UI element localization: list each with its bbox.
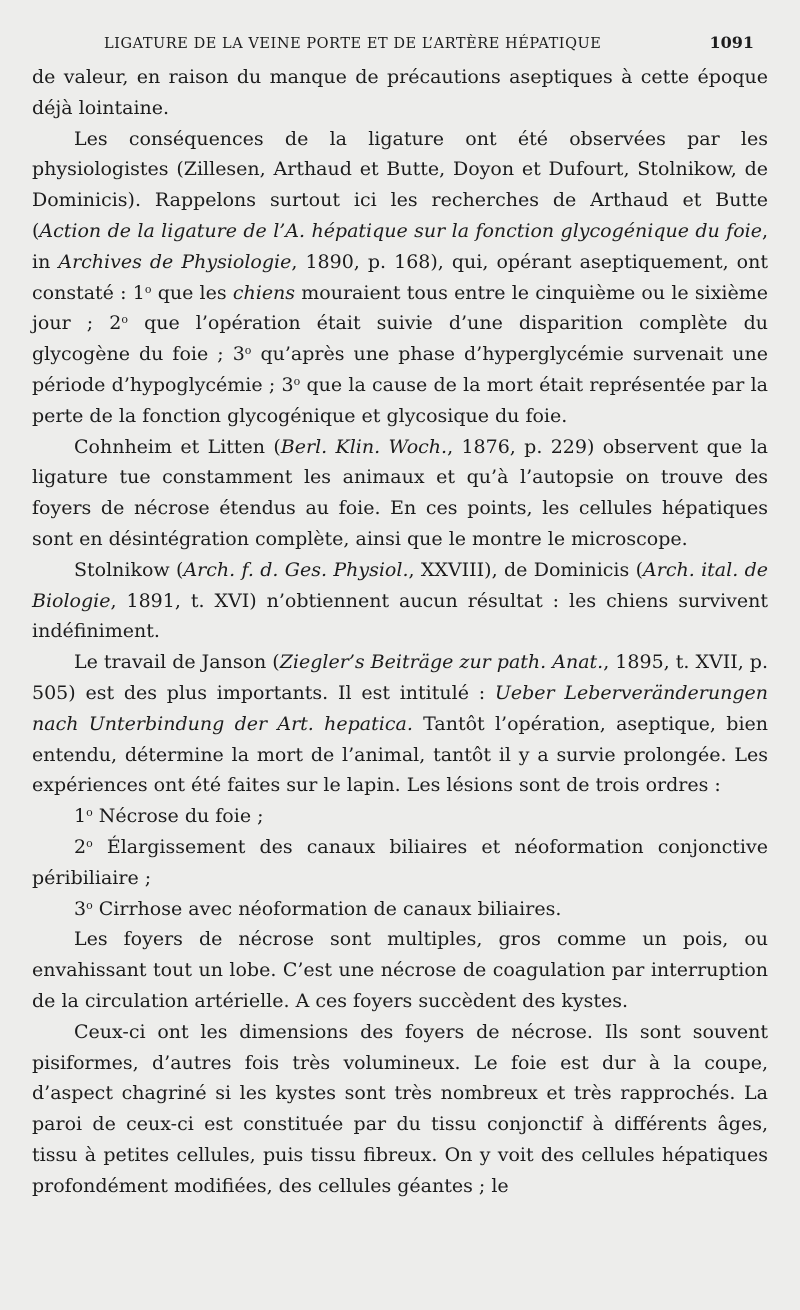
article-title: Action de la ligature de l’A. hépatique sur la fonction glycogénique du foie — [39, 219, 762, 242]
paragraph-6: Les foyers de nécrose sont multiples, gros comme un pois, ou envahissant tout un lobe. C’est une nécrose de coagulation par interruption de la circulation artérielle. A ces foyers succèdent des kystes. — [32, 928, 768, 1012]
running-head-title: LIGATURE DE LA VEINE PORTE ET DE L’ARTÈRE HÉPATIQUE — [104, 36, 602, 52]
paragraph-4: Stolnikow (Arch. f. d. Ges. Physiol., XXVIII), de Dominicis (Arch. ital. de Biologie, 1891, t. XVI) n’obtiennent aucun résultat : les chiens survivent indéfiniment. — [32, 558, 768, 643]
running-head — [104, 33, 754, 57]
body-text — [32, 62, 768, 1201]
article-title: Ueber Leberveränderungen nach Unterbindung der Art. hepatica. — [32, 681, 768, 735]
page-number: 1091 — [709, 33, 754, 52]
journal-title: Archives de Physiologie — [58, 250, 292, 273]
list-item: 3$^o$ Cirrhose avec néoformation de canaux biliaires. — [74, 897, 562, 920]
journal-title: Berl. Klin. Woch. — [280, 435, 448, 458]
journal-title: Arch. f. d. Ges. Physiol. — [183, 558, 409, 581]
paragraph-3: Cohnheim et Litten (Berl. Klin. Woch., 1876, p. 229) observent que la ligature tue constamment les animaux et qu’à l’autopsie on trouve des foyers de nécrose étendus au foie. En ces points, les cellules hépatiques sont en désintégration complète, ainsi que le montre le microscope. — [32, 435, 768, 550]
journal-title: Ziegler’s Beiträge zur path. Anat. — [279, 651, 604, 674]
list-item: 1$^o$ Nécrose du foie ; — [74, 805, 264, 828]
journal-title: Arch. ital. de Biologie — [32, 558, 768, 612]
paragraph-7: Ceux-ci ont les dimensions des foyers de nécrose. Ils sont souvent pisiformes, d’autres fois très volumineux. Le foie est dur à la coupe, d’aspect chagriné si les kystes sont très nombreux et très rapprochés. La paroi de ceux-ci est constituée par du tissu conjonctif à différents âges, tissu à petites cellules, puis tissu fibreux. On y voit des cellules hépatiques profondément modifiées, des cellules géantes ; le — [32, 1020, 768, 1197]
paragraph-2: Les conséquences de la ligature ont été observées par les physiologistes (Zillesen, Arthaud et Butte, Doyon et Dufourt, Stolnikow, de Dominicis). Rappelons surtout ici les recherches de Arthaud et Butte (Action de la ligature de l’A. hépatique sur la fonction glycogénique du foie, in Archives de Physiologie, 1890, p. 168), qui, opérant aseptiquement, ont constaté : 1$^o$ que les chiens mouraient tous entre le cinquième ou le sixième jour ; 2$^o$ que l’opération était suivie d’une disparition complète du glycogène du foie ; 3$^o$ qu’après une phase d’hyperglycémie survenait une période d’hypoglycémie ; 3$^o$ que la cause de la mort était représentée par la perte de la fonction glycogénique et glycosique du foie. — [32, 127, 768, 427]
paragraph-5: Le travail de Janson (Ziegler’s Beiträge zur path. Anat., 1895, t. XVII, p. 505) est des plus importants. Il est intitulé : Ueber Leberveränderungen nach Unterbindung der Art. hepatica. Tantôt l’opération, aseptique, bien entendu, détermine la mort de l’animal, tantôt il y a survie prolongée. Les expériences ont été faites sur le lapin. Les lésions sont de trois ordres : — [32, 651, 768, 797]
paragraph-1: de valeur, en raison du manque de précautions aseptiques à cette époque déjà lointaine. — [32, 66, 768, 119]
list-item: 2$^o$ Élargissement des canaux biliaires et néoformation conjonctive péribiliaire ; — [32, 835, 768, 889]
